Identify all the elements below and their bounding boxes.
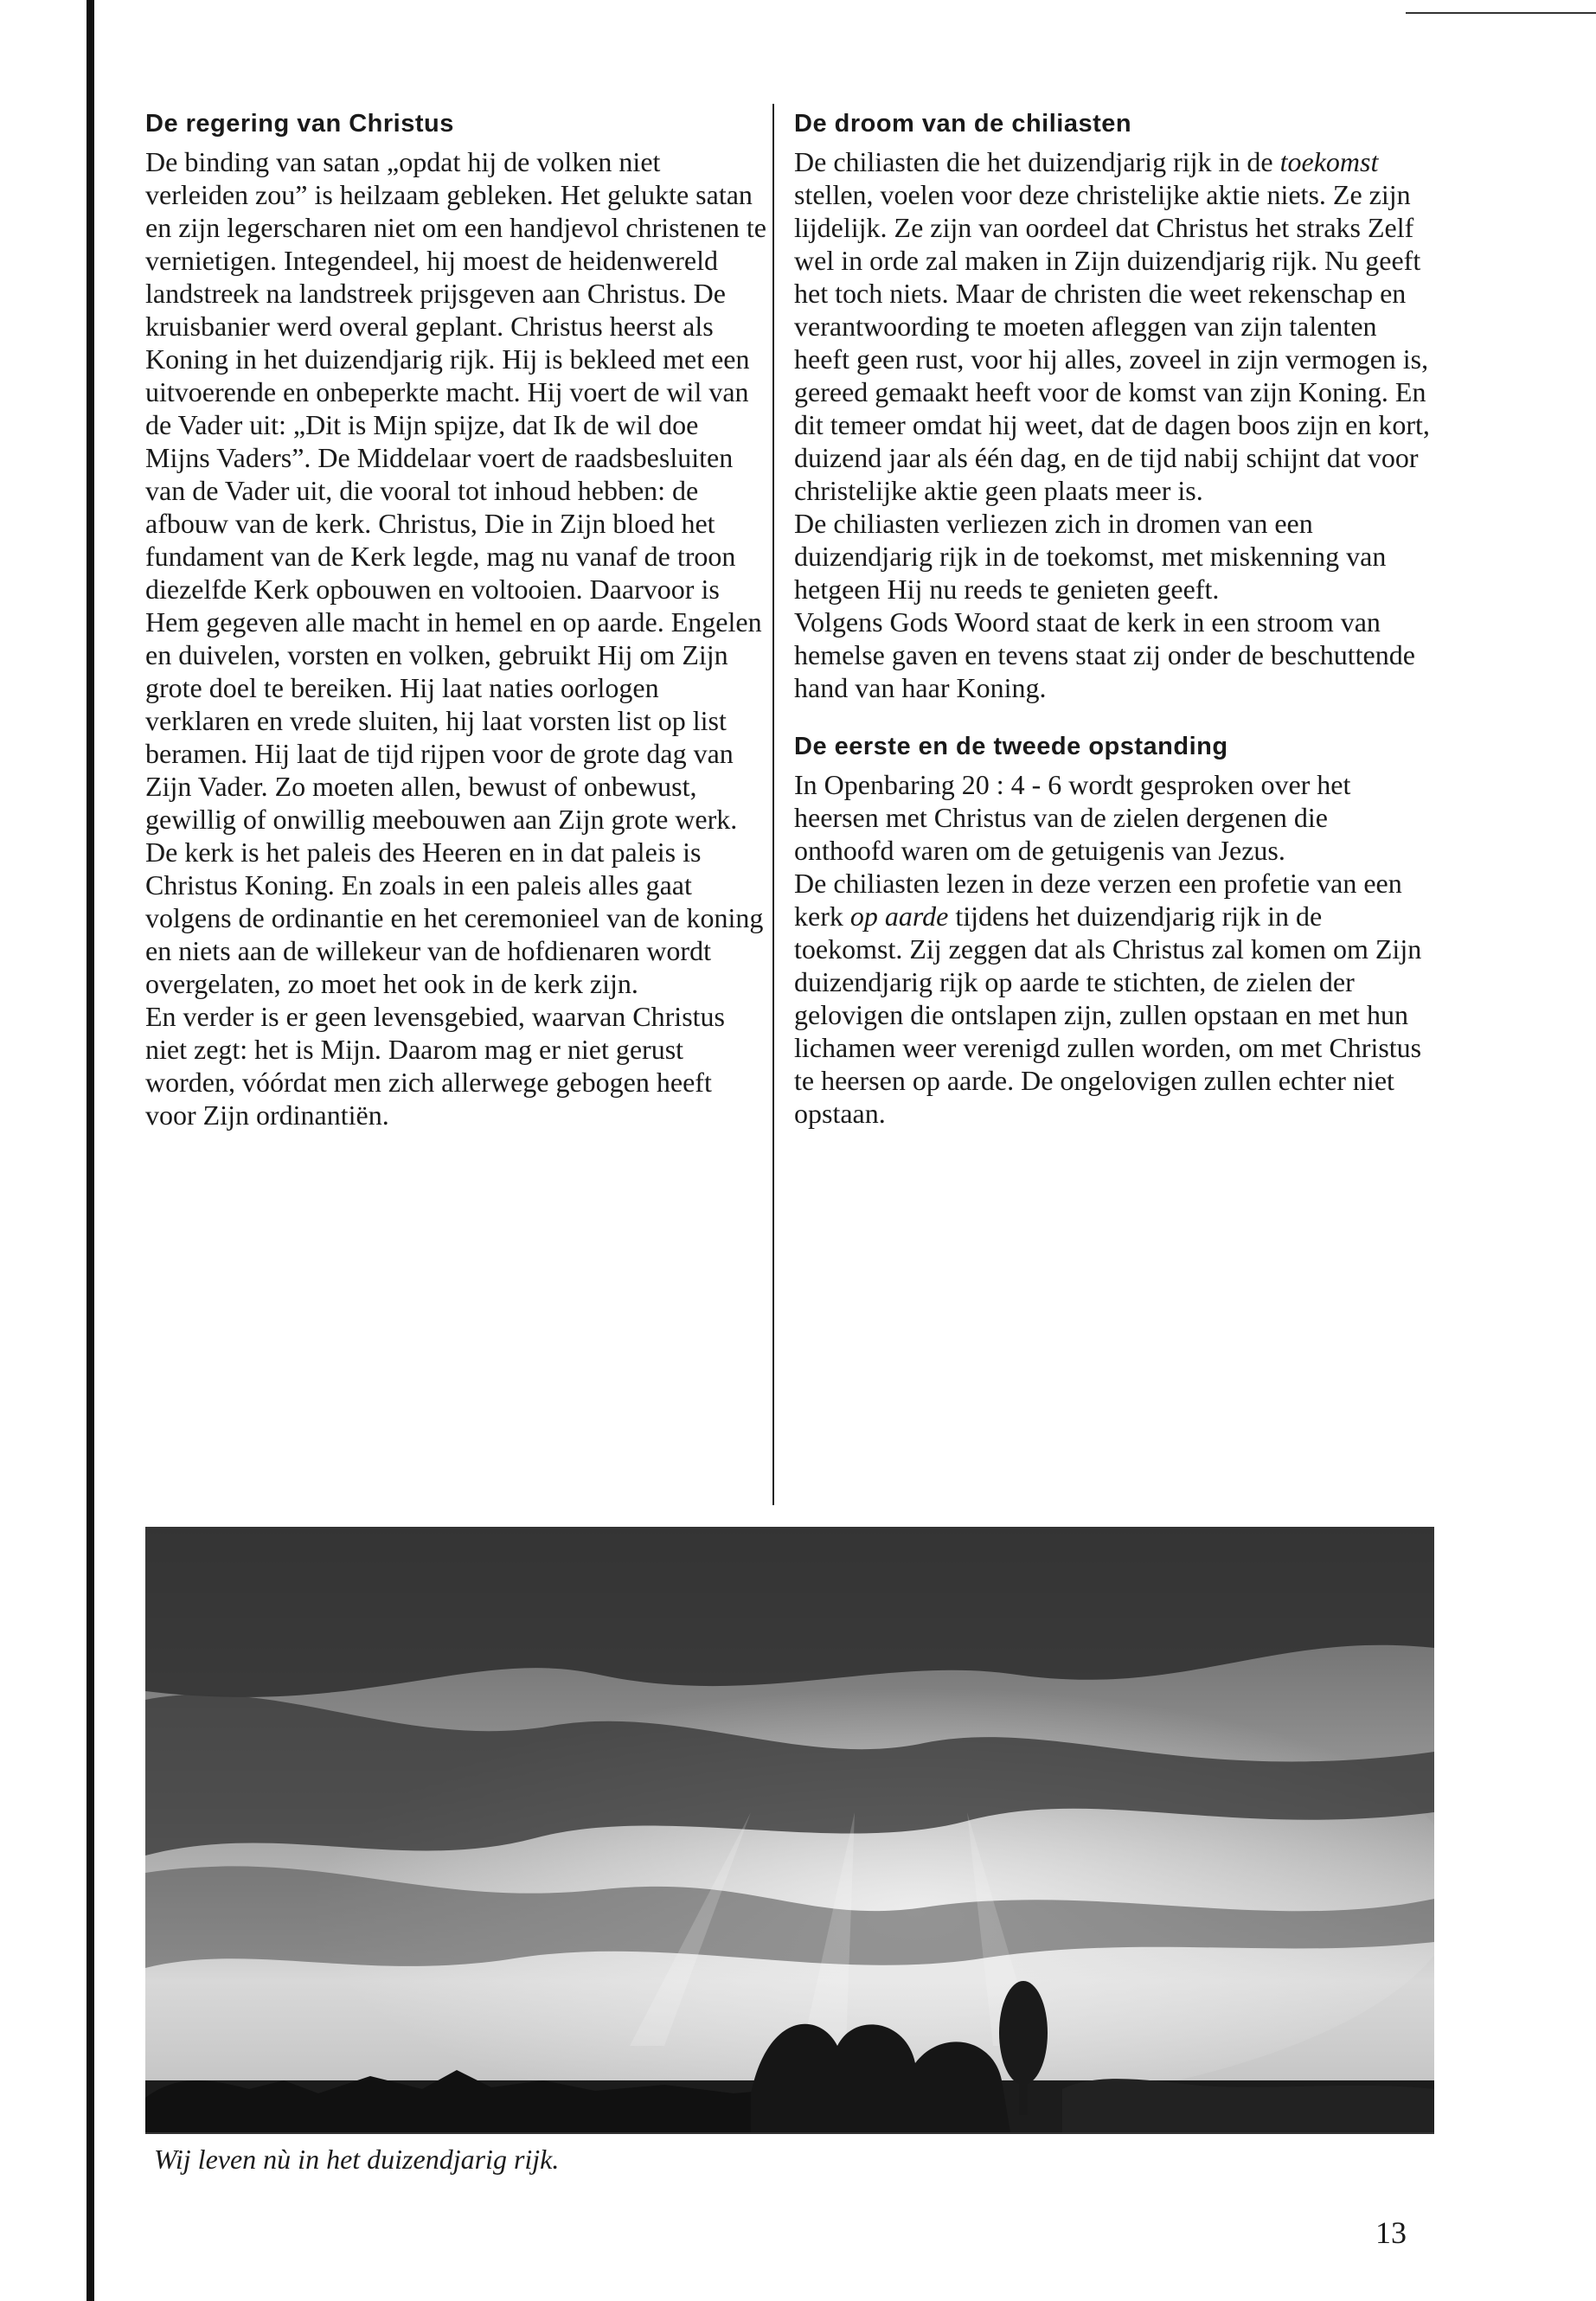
heading-opstanding: De eerste en de tweede opstanding <box>794 733 1228 760</box>
left-column <box>145 106 768 1131</box>
right-column <box>794 106 1434 1130</box>
page-number: 13 <box>1375 2215 1407 2250</box>
paragraph: De binding van satan „opdat hij de volken niet verleiden zou” is heilzaam gebleken. Het gelukte satan en zijn legerscharen niet om een handjevol christenen te vernietigen. Integendeel, hij moest de heidenwereld landstreek na landstreek prijsgeven aan Christus. De kruisbanier werd overal geplant. Christus heerst als Koning in het duizendjarig rijk. Hij is bekleed met een uitvoerende en onbeperkte macht. Hij voert de wil van de Vader uit: „Dit is Mijn spijze, dat Ik de wil doe Mijns Vaders”. De Middelaar voert de raadsbesluiten van de Vader uit, die vooral tot inhoud hebben: de afbouw van de kerk. Christus, Die in Zijn bloed het fundament van de Kerk legde, mag nu vanaf de troon diezelfde Kerk opbouwen en voltooien. Daarvoor is Hem gegeven alle macht in hemel en op aarde. Engelen en duivelen, vorsten en volken, gebruikt Hij om Zijn grote doel te bereiken. Hij laat naties oorlogen verklaren en vrede sluiten, hij laat vorsten list op list beramen. Hij laat de tijd rijpen voor de grote dag van Zijn Vader. Zo moeten allen, bewust of onbewust, gewillig of onwillig meebouwen aan Zijn grote werk. <box>145 146 766 835</box>
photo-caption: Wij leven nù in het duizendjarig rijk. <box>154 2144 560 2175</box>
paragraph: Volgens Gods Woord staat de kerk in een stroom van hemelse gaven en tevens staat zij onder de beschuttende hand van haar Koning. <box>794 606 1415 703</box>
paragraph: De chiliasten lezen in deze verzen een profetie van een kerk op aarde tijdens het duizendjarig rijk in de toekomst. Zij zeggen dat als Christus zal komen om Zijn duizendjarig rijk op aarde te stichten, de zielen der gelovigen die ontslapen zijn, zullen opstaan en met hun lichamen weer verenigd zullen worden, om met Christus te heersen op aarde. De ongelovigen zullen echter niet opstaan. <box>794 868 1422 1129</box>
page-edge-bar <box>87 0 94 2301</box>
heading-droom: De droom van de chiliasten <box>794 110 1132 138</box>
sky-photo <box>145 1527 1434 2134</box>
column-divider <box>772 104 774 1505</box>
heading-regering: De regering van Christus <box>145 110 454 138</box>
paragraph: De kerk is het paleis des Heeren en in dat paleis is Christus Koning. En zoals in een paleis alles gaat volgens de ordinantie en het ceremonieel van de koning en niets aan de willekeur van de hofdienaren wordt overgelaten, zo moet het ook in de kerk zijn. <box>145 836 764 999</box>
paragraph: En verder is er geen levensgebied, waarvan Christus niet zegt: het is Mijn. Daarom mag er niet gerust worden, vóórdat men zich allerwege gebogen heeft voor Zijn ordinantiën. <box>145 1001 725 1131</box>
top-rule <box>1406 12 1596 14</box>
paragraph: De chiliasten verliezen zich in dromen van een duizendjarig rijk in de toekomst, met miskenning van hetgeen Hij nu reeds te genieten geeft. <box>794 508 1387 605</box>
paragraph: In Openbaring 20 : 4 - 6 wordt gesproken over het heersen met Christus van de zielen dergenen die onthoofd waren om de getuigenis van Jezus. <box>794 769 1351 866</box>
paragraph: De chiliasten die het duizendjarig rijk in de toekomst stellen, voelen voor deze christelijke aktie niets. Ze zijn lijdelijk. Ze zijn van oordeel dat Christus het straks Zelf wel in orde zal maken in Zijn duizendjarig rijk. Nu geeft het toch niets. Maar de christen die weet rekenschap en verantwoording te moeten afleggen van zijn talenten heeft geen rust, voor hij alles, zoveel in zijn vermogen is, gereed gemaakt heeft voor de komst van zijn Koning. En dit temeer omdat hij weet, dat de dagen boos zijn en kort, duizend jaar als één dag, en de tijd nabij schijnt dat voor christelijke aktie geen plaats meer is. <box>794 146 1430 506</box>
